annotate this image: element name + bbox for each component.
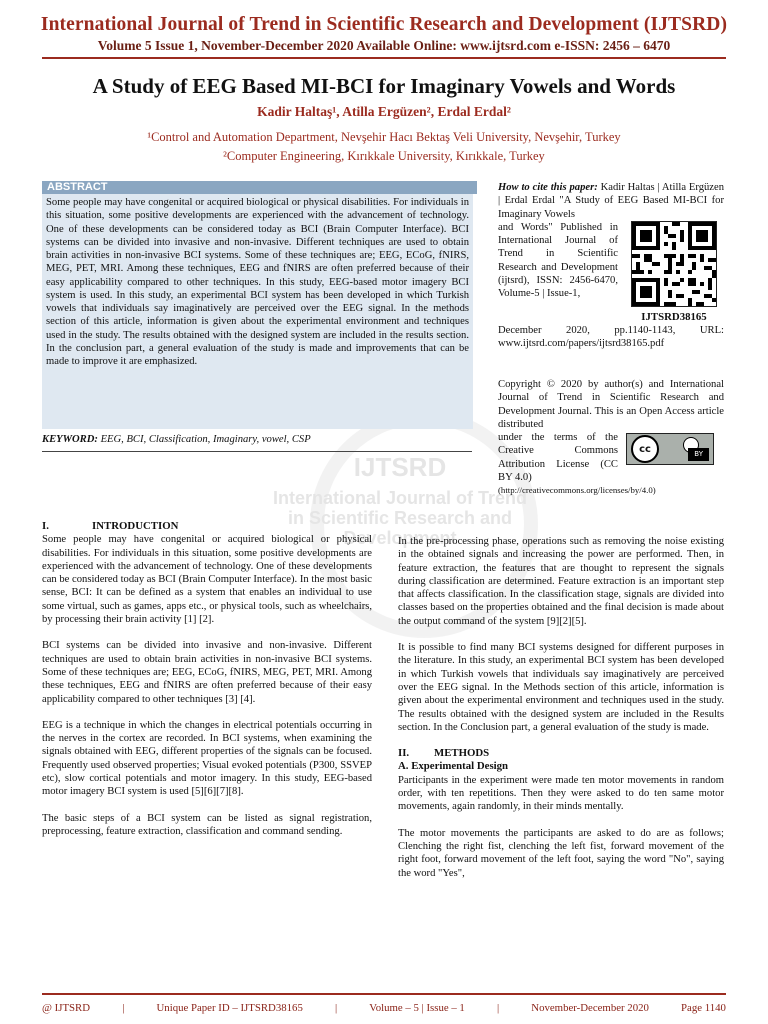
footer-publisher: @ IJTSRD — [42, 1002, 91, 1014]
issue-line: Volume 5 Issue 1, November-December 2020 Available Online: www.ijtsrd.com e-ISSN: 2456 – 6470 — [97, 38, 671, 53]
page-footer: @ IJTSRD | Unique Paper ID – IJTSRD38165 | Volume – 5 | Issue – 1 | November-December 2020 Page 1140 — [42, 1002, 726, 1014]
cc-by-badge[interactable] — [626, 433, 714, 465]
paper-title: A Study of EEG Based MI-BCI for Imaginary Vowels and Words — [92, 74, 676, 98]
citation-label: How to cite this paper: — [498, 182, 598, 193]
section-heading-introduction: I. INTRODUCTION — [42, 520, 179, 532]
citation-block — [498, 181, 724, 351]
footer-volume: Volume – 5 | Issue – 1 — [369, 1002, 465, 1014]
footer-page-number: Page 1140 — [681, 1002, 726, 1014]
paragraph: The basic steps of a BCI system can be listed as signal registration, preprocessing, feature extraction, classification and command sending. — [42, 812, 372, 837]
cc-logo-icon: cc — [631, 435, 659, 463]
copyright-block — [498, 378, 724, 498]
subsection-heading: A. Experimental Design — [398, 760, 509, 773]
abstract-heading: ABSTRACT — [42, 181, 477, 194]
paragraph: Some people may have congenital or acquired biological or physical disabilities. For individuals in this situation, some positive developments are experienced with the advancement of technology. One of these developments can be considered today as BCI (Brain Computer Interface). In the most basic sense, BCI: It can be defined as a system that enables an individual to use some virtual, such as games, apps etc., or physical tools, such as wheelchairs, by processing their brain activity [1] [2]. — [42, 534, 372, 626]
license-link[interactable]: (http://creativecommons.org/licenses/by/4.0) — [498, 485, 656, 496]
citation-intro: How to cite this paper: Kadir Haltas | Atilla Ergüzen | Erdal Erdal "A Study of EEG Based MI-BCI for Imaginary Vowels — [498, 182, 724, 220]
affiliation-2: ²Computer Engineering, Kırıkkale University, Kırıkkale, Turkey — [223, 149, 545, 163]
footer-date: November-December 2020 — [531, 1002, 649, 1014]
body-right-column — [398, 535, 724, 893]
keyword-label: KEYWORD: — [42, 434, 98, 445]
paragraph: It is possible to find many BCI systems designed for different purposes in the literature. In this study, an experimental BCI system has been developed in which Turkish vowels that individuals say imaginatively are perceived over the EEG signal. In the Methods section of this article, information is given about the experimental environment and techniques used in the study. The results obtained with the designed system are included in the Results section. In the Conclusion part, a general evaluation of the study is made. — [398, 642, 724, 733]
abstract-body: Some people may have congenital or acquired biological or physical disabilities. For individuals in this situation, some positive developments are experienced with the advancement of technology. One of these developments can be considered today as BCI (Brain Computer Interface). BCI systems can be divided into invasive and non-invasive. Different techniques are used to obtain brain activities in non-invasive BCI systems. Some of these techniques are; EEG, ECoG, fNIRS, MEG, PET, MRI. Among these techniques, EEG and fNIRS are often preferred because of their easy applicability compared to other techniques. In this study, EEG-based motor imagery BCI system is used. In this study, an experimental BCI system has been developed in which Turkish vowels that individuals say imaginatively are perceived over the EEG signal. In the methods section of this article, information is given about the experimental environment and techniques used in the study. The results obtained with the designed system are included in the results section. In the conclusion part, a general evaluation of the study is made and improvements that can be made to improve it are emphasized. — [42, 194, 473, 429]
paper-id-label: IJTSRD38165 — [641, 310, 707, 323]
paragraph: BCI systems can be divided into invasive and non-invasive. Different techniques are used to obtain brain activities in non-invasive BCI systems. Some of these techniques are; EEG, ECoG, fNIRS, MEG, PET, MRI. Among these techniques, EEG and fNIRS are often preferred because of their easy applicability compared to other techniques [3] [4]. — [42, 640, 372, 705]
header-rule — [42, 57, 726, 59]
watermark-journal-text: International Journal of Trend in Scientific Research and Development — [272, 488, 528, 548]
copyright-text: Copyright © 2020 by author(s) and International Journal of Trend in Scientific Research and Development Journal. This is an Open Access article distributed — [498, 379, 724, 430]
footer-paper-id: Unique Paper ID – IJTSRD38165 — [156, 1002, 303, 1014]
paragraph: EEG is a technique in which the changes in electrical potentials occurring in the nerves in the cortex are recorded. In BCI systems, when examining the signals obtained with EEG, different properties of the signals can be focused. Frequently used observed properties; Visual evoked potentials (P300, SSVEP etc), slow cortical potentials and motor imagery. In this study, EEG-based motor imagery BCI system is used [5][6][7][8]. — [42, 719, 372, 798]
citation-details: and Words" Published in International Journal of Trend in Scientific Research and Development (ijtsrd), ISSN: 2456-6470, Volume-5 | Issue-1, — [498, 221, 618, 300]
citation-url[interactable]: December 2020, pp.1140-1143, URL: www.ijtsrd.com/papers/ijtsrd38165.pdf — [498, 325, 724, 350]
journal-title: International Journal of Trend in Scientific Research and Development (IJTSRD) — [40, 14, 728, 35]
footer-rule — [42, 993, 726, 995]
section-heading-methods: II. METHODS — [398, 747, 490, 760]
keywords — [42, 434, 472, 445]
keyword-rule — [42, 451, 472, 452]
body-left-column — [42, 520, 372, 851]
qr-code-icon[interactable] — [631, 221, 717, 307]
affiliation-1: ¹Control and Automation Department, Nevşehir Hacı Bektaş Veli University, Nevşehir, Turkey — [147, 130, 621, 144]
authors: Kadir Haltaş¹, Atilla Ergüzen², Erdal Erdal² — [257, 104, 511, 119]
paragraph: The motor movements the participants are asked to do are as follows; Clenching the right fist, clenching the left fist, forward movement of the right foot, forward movement of the left foot, saying the word "No", saying the word "Yes", — [398, 827, 724, 879]
keyword-text: EEG, BCI, Classification, Imaginary, vowel, CSP — [97, 434, 311, 445]
paragraph: Participants in the experiment were made ten motor movements in random order, with ten repetitions. Then they were asked to do ten same motor movements, again randomly, in their minds mentally. — [398, 774, 724, 813]
license-text: under the terms of the Creative Commons Attribution License (CC BY 4.0) — [498, 432, 618, 484]
cc-by-label: BY — [688, 448, 709, 461]
paragraph: In the pre-processing phase, operations such as removing the noise existing in the obtained signals and increasing the power are performed. Then, in feature extraction, the features that are thought to represent the signals during classification are determined. Feature extraction is an important step that affects classification. In the classification stage, signals are divided into classes based on the properties obtained and the final decision is made about the output command of the system [9][2][5]. — [398, 536, 724, 627]
watermark-logo-text: IJTSRD — [353, 452, 447, 482]
